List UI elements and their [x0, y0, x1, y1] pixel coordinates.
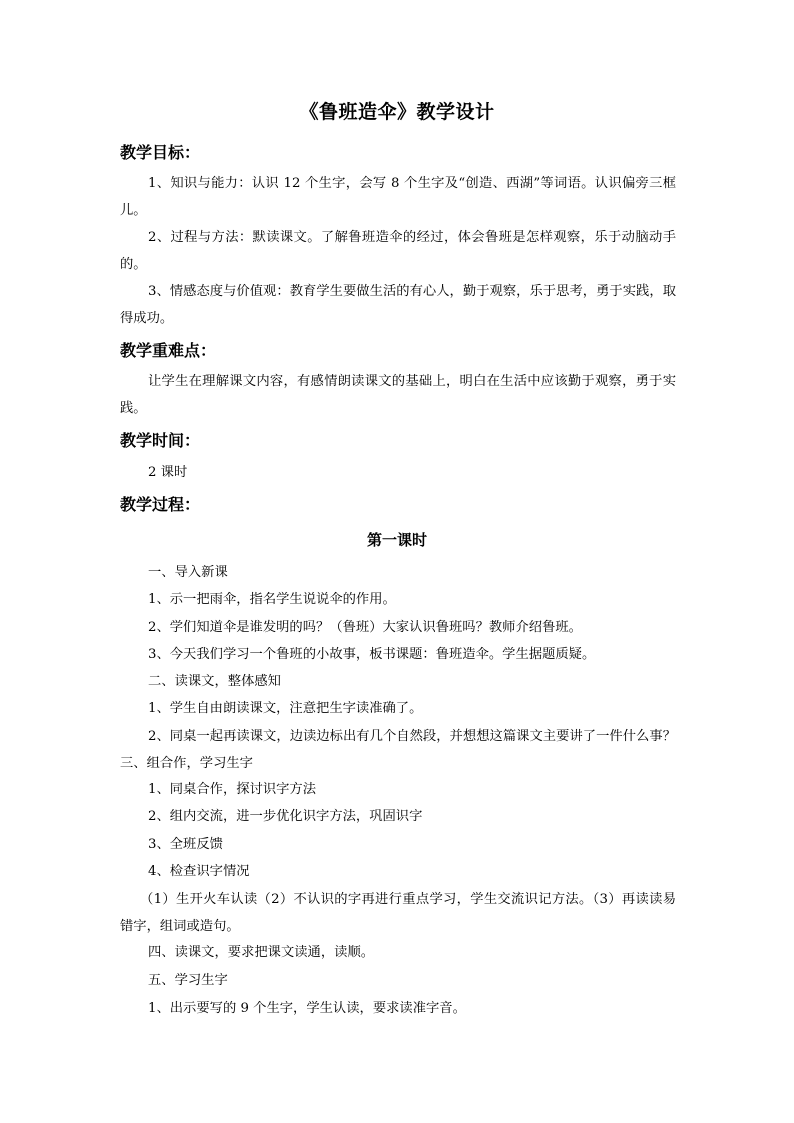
lesson-title: 第一课时 [366, 531, 427, 549]
process-paragraph: 2、同桌一起再读课文，边读边标出有几个自然段，并想想这篇课文主要讲了一件什么事？三、组合作，学习生字 [120, 729, 676, 771]
process-line: 1、学生自由朗读课文，注意把生字读准确了。 [148, 701, 423, 716]
section-heading-goals: 教学目标： [120, 143, 201, 162]
process-line: 1、同桌合作，探讨识字方法 [148, 782, 317, 797]
process-line: 3、全班反馈 [148, 837, 223, 852]
process-paragraph: （1）生开火车认读（2）不认识的字再进行重点学习，学生交流识记方法。（3）再读读易错字，组词或造句。 [120, 892, 676, 934]
goal-item: 3、情感态度与价值观：教育学生要做生活的有心人，勤于观察，乐于思考，勇于实践，取得成功。 [120, 284, 676, 326]
process-line: 五、学习生字 [148, 973, 228, 988]
time-text: 2 课时 [148, 465, 188, 480]
section-heading-key-points: 教学重难点： [120, 341, 217, 360]
process-line: 1、出示要写的 9 个生字，学生认读，要求读准字音。 [148, 1001, 466, 1016]
section-heading-process: 教学过程： [120, 495, 201, 514]
process-line: 3、今天我们学习一个鲁班的小故事，板书课题：鲁班造伞。学生据题质疑。 [148, 647, 596, 662]
key-points-text: 让学生在理解课文内容，有感情朗读课文的基础上，明白在生活中应该勤于观察，勇于实践。 [120, 374, 676, 416]
document-title: 《鲁班造伞》教学设计 [299, 101, 495, 123]
process-line: 二、读课文，整体感知 [148, 674, 281, 689]
goal-item: 2、过程与方法：默读课文。了解鲁班造伞的经过，体会鲁班是怎样观察，乐于动脑动手的。 [120, 230, 676, 272]
process-line: 四、读课文，要求把课文读通，读顺。 [148, 945, 375, 960]
process-line: 1、示一把雨伞，指名学生说说伞的作用。 [148, 592, 396, 607]
process-line: 一、导入新课 [148, 565, 228, 580]
section-heading-time: 教学时间： [120, 431, 201, 450]
process-line: 2、学们知道伞是谁发明的吗？（鲁班）大家认识鲁班吗？教师介绍鲁班。 [148, 620, 582, 635]
process-line: 2、组内交流，进一步优化识字方法，巩固识字 [148, 809, 423, 824]
goal-item: 1、知识与能力：认识 12 个生字，会写 8 个生字及“创造、西湖”等词语。认识偏旁三框儿。 [120, 176, 676, 218]
process-line: 4、检查识字情况 [148, 864, 250, 879]
